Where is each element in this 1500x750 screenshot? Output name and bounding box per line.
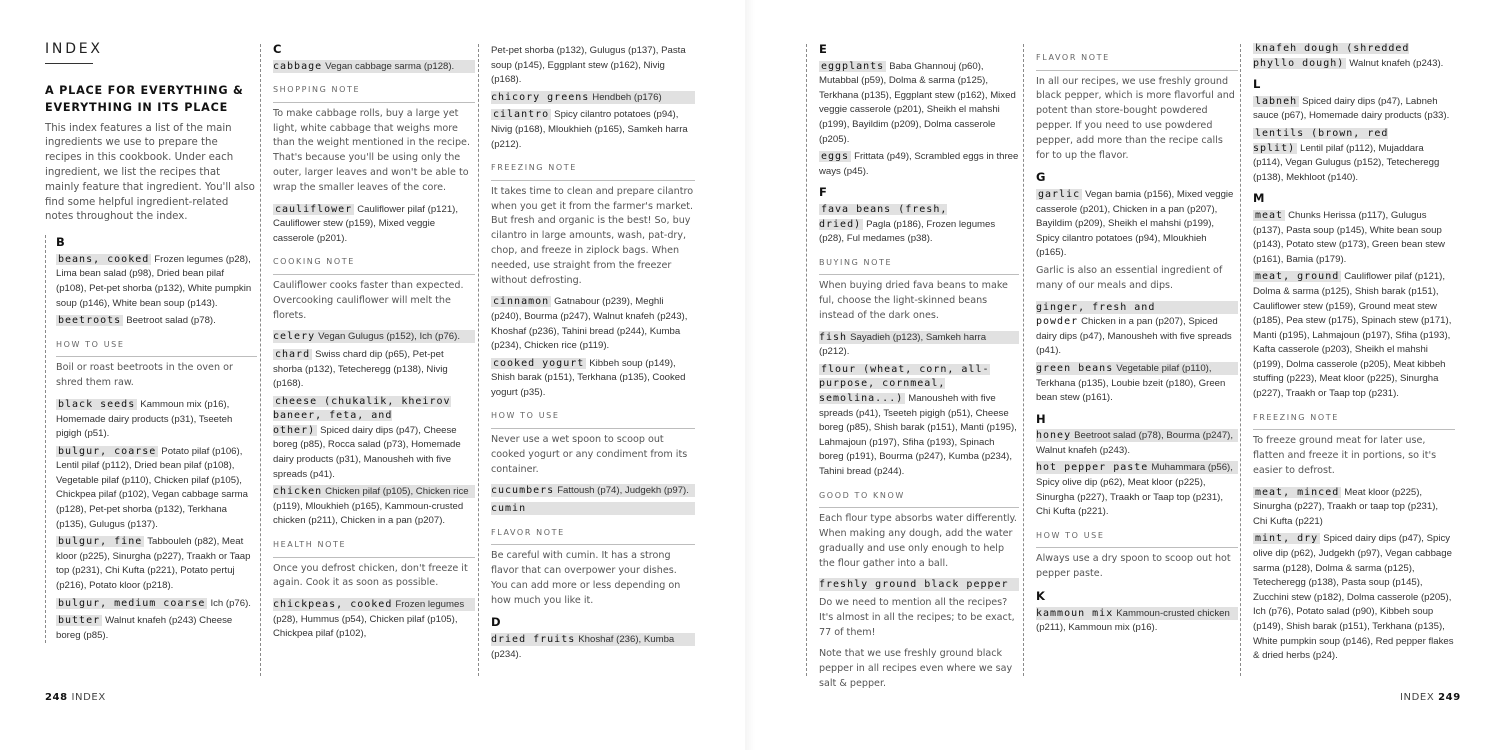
entry-ingredient: beetroots (58, 315, 122, 327)
index-letter-heading: E (819, 42, 827, 56)
index-entry (1253, 95, 1455, 124)
note-text: Cauliflower cooks faster than expected. Overcooking cauliflower will melt the florets. (273, 279, 464, 321)
index-letter-heading: D (491, 615, 501, 630)
note-label: COOKING NOTE (273, 255, 475, 275)
index-entry (1036, 461, 1238, 519)
left-page-intro-column (45, 42, 257, 646)
index-letter-heading: G (1036, 170, 1046, 185)
entry-ingredient: chard (275, 348, 311, 360)
entry-ingredient: fava beans (fresh, dried) (819, 203, 948, 230)
entry-recipe-refs: Kammoun-crusted chicken (p211), Kammoun mix (p16). (1036, 607, 1230, 634)
index-letter-heading: L (1253, 77, 1261, 92)
entry-recipe-refs: Chunks Herissa (p117), Gulugus (p137), Pasta soup (p145), White bean soup (p143), Potato stew (p173), Green bean stew (p161), Bamia (p179). (1253, 209, 1445, 265)
entry-ingredient: lentils (brown, red split) (1253, 127, 1389, 154)
index-column-f-g (1036, 42, 1238, 639)
entry-recipe-refs: Khoshaf (236), Kumba (p234). (491, 634, 675, 660)
left-folio-label: INDEX (71, 692, 106, 703)
entry-ingredient: cumin (491, 503, 527, 515)
entry-recipe-refs: Vegetable pilaf (p110), Terkhana (p135), Loubie bzeit (p180), Green bean stew (p161). (1036, 362, 1226, 404)
entry-recipe-refs: Meat kloor (p225), Sinurgha (p227), Traakh or taap top (p231), Chi Kufta (p221) (1253, 486, 1439, 527)
column-divider (478, 44, 479, 676)
note-label: HOW TO USE (491, 409, 695, 429)
index-entry (1253, 486, 1455, 530)
entry-ingredient: bulgur, coarse (58, 445, 157, 457)
note-text: Garlic is also an essential ingredient of many of our meals and dips. (1036, 264, 1223, 291)
entry-ingredient: hot pepper paste (1036, 462, 1149, 474)
index-entry (1253, 270, 1455, 401)
entry-ingredient: honey (1036, 430, 1072, 442)
index-letter-heading: C (273, 42, 282, 56)
entry-recipe-refs: Chicken in a pan (p207), Spiced dairy dips (p47), Manousheh with five spreads (p41). (1036, 316, 1232, 357)
column-divider (806, 44, 807, 676)
index-column-b (45, 235, 257, 643)
index-letter-heading: F (819, 185, 827, 200)
entry-ingredient: butter (58, 615, 101, 627)
index-entry (819, 203, 1019, 247)
index-entry (491, 502, 695, 517)
index-entry (491, 484, 695, 499)
note-text: To freeze ground meat for later use, flatten and freeze it in portions, so it's easier to defrost. (1253, 435, 1437, 476)
left-page-number: 248 (45, 692, 68, 703)
entry-recipe-refs: Beetroot salad (p78), Bourma (p247), Walnut knafeh (p243). (1036, 430, 1234, 456)
note-label: BUYING NOTE (819, 256, 1019, 276)
entry-ingredient: eggs (821, 151, 850, 163)
entry-ingredient: cooked yogurt (493, 357, 585, 369)
entry-ingredient: fish (819, 331, 848, 343)
entry-recipe-refs: Walnut knafeh (p243) Cheese boreg (p85). (56, 615, 233, 641)
column-divider (1240, 44, 1241, 676)
entry-recipe-refs: Fattoush (p74), Judgekh (p97). (557, 485, 689, 497)
entry-ingredient: celery (273, 331, 316, 343)
index-letter-heading: H (1036, 411, 1046, 426)
entry-ingredient: beans, cooked (58, 253, 150, 265)
index-entry (273, 348, 475, 392)
note-label: HEALTH NOTE (273, 538, 475, 558)
note-label: FREEZING NOTE (1253, 411, 1455, 431)
entry-recipe-refs: Kibbeh soup (p149), Shish barak (p151), Terkhana (p135), Cooked yogurt (p35). (491, 357, 686, 398)
entry-ingredient: cauliflower (275, 203, 353, 215)
entry-ingredient: cucumbers (491, 485, 555, 497)
index-entry (1036, 362, 1238, 406)
entry-recipe-refs: Cauliflower pilaf (p121), Cauliflower stew (p159), Mixed veggie casserole (p201). (273, 203, 459, 244)
entry-ingredient: cheese (chukalik, kheirov baneer, feta, and other) (273, 395, 451, 436)
entry-recipe-refs: Sayadieh (p123), Samkeh harra (p212). (819, 331, 987, 358)
entry-ingredient: dried fruits (491, 634, 576, 646)
index-entry (491, 91, 695, 106)
note-text: Always use a dry spoon to scoop out hot pepper paste. (1036, 553, 1231, 580)
note-text: When buying dried fava beans to make ful, choose the light-skinned beans instead of the dark ones. (819, 280, 1008, 321)
index-entry (56, 398, 257, 442)
entry-ingredient: flour (wheat, corn, all-purpose, cornmeal, semolina...) (819, 363, 990, 405)
note-label: FLAVOR NOTE (491, 526, 695, 546)
entry-ingredient: freshly ground black pepper (819, 579, 1009, 591)
index-letter-heading: B (56, 235, 65, 250)
entry-ingredient: meat, ground (1255, 271, 1340, 283)
index-entry (273, 598, 475, 642)
entry-recipe-refs: Walnut knafeh (p243). (1349, 57, 1444, 69)
entry-ingredient: chickpeas, cooked (273, 599, 393, 611)
note-text: To make cabbage rolls, buy a large yet light, white cabbage that weighs more than the weight mentioned in the recipe. That's because you'll be using only the outer, larger leaves and won't be able to wrap the smaller leaves of the core. (273, 107, 470, 193)
note-label: GOOD TO KNOW (819, 489, 1019, 509)
entry-ingredient: kammoun mix (1036, 607, 1114, 619)
index-entry (819, 60, 1019, 148)
entry-recipe-refs: Muhammara (p56), Spicy olive dip (p62), Meat kloor (p225), Sinurgha (p227), Traakh or Taap top (p231), Chi Kufta (p221). (1036, 462, 1233, 518)
note-text: In all our recipes, we use freshly ground black pepper, which is more flavorful and potent than store-bought powdered pepper. If you need to use powdered pepper, add more than the recipe calls for to up the flavor. (1036, 75, 1235, 161)
index-entry (819, 578, 1019, 593)
entry-recipe-refs: Lentil pilaf (p112), Mujaddara (p114), Vegan Gulugus (p152), Tetecheregg (p138), Mekhloot (p140). (1253, 142, 1440, 183)
entry-ingredient: bulgur, medium coarse (58, 597, 206, 609)
entry-ingredient: chicory greens (491, 91, 590, 103)
book-gutter (745, 0, 755, 750)
index-entry (273, 203, 475, 247)
entry-recipe-refs: Manousheh with five spreads (p41), Tseeteh pigigh (p51), Cheese boreg (p85), Shish barak (p151), Manti (p195), Lahmajoun (p197), Sfiha (p193), Spinach boreg (p191), Bourma (p247), Kumba (p234), Tahini bread (p244). (819, 393, 1017, 478)
entry-recipe-refs: Kammoun mix (p16), Homemade dairy products (p31), Tseeteh pigigh (p51). (56, 398, 233, 440)
note-label: SHOPPING NOTE (273, 83, 475, 103)
entry-recipe-refs: Spicy cilantro potatoes (p94), Nivig (p168), Mloukhieh (p165), Samkeh harra (p212). (491, 109, 688, 150)
index-entry (273, 60, 475, 75)
entry-recipe-refs: Frittata (p49), Scrambled eggs in three ways (p45). (819, 151, 1019, 177)
entry-ingredient: cilantro (493, 109, 550, 121)
index-column-k-m (1253, 42, 1455, 667)
index-entry (273, 485, 475, 529)
index-entry (273, 330, 475, 345)
index-entry (819, 331, 1019, 360)
entry-ingredient: ginger, fresh and powder (1036, 301, 1156, 328)
entry-recipe-refs: Frozen legumes (p28), Hummus (p54), Chicken pilaf (p105), Chickpea pilaf (p102), (273, 599, 465, 640)
index-entry (56, 445, 257, 533)
index-entry (1036, 188, 1238, 261)
entry-recipe-refs: Pagla (p186), Frozen legumes (p28), Ful medames (p38). (819, 218, 996, 245)
note-label: FLAVOR NOTE (1036, 51, 1238, 71)
entry-ingredient: black seeds (58, 398, 136, 410)
entry-recipe-refs: Vegan bamia (p156), Mixed veggie casserole (p201), Chicken in a pan (p207), Bayildim (p209), Sheikh el mahshi (p199), Spicy cilantro potatoes (p94), Mloukhieh (p165). (1036, 188, 1234, 259)
entry-ingredient: cabbage (273, 60, 323, 72)
entry-ingredient: chicken (273, 486, 323, 498)
right-folio (1400, 692, 1461, 703)
entry-ingredient: cinnamon (493, 296, 550, 308)
entry-recipe-refs: Spiced dairy dips (p47), Labneh sauce (p67), Homemade dairy products (p33). (1253, 95, 1450, 122)
index-entry (819, 363, 1019, 480)
note-text: Once you defrost chicken, don't freeze it again. Cook it as soon as possible. (273, 562, 468, 589)
entry-recipe-refs: Swiss chard dip (p65), Pet-pet shorba (p132), Tetecheregg (p138), Nivig (p168). (273, 348, 448, 390)
index-entry (1036, 607, 1238, 636)
entry-recipe-refs: Tabbouleh (p82), Meat kloor (p225), Sinurgha (p227), Traakh or Taap top (p231), Chi Kufta (p221), Potato pertuj (p216), Potato kloor (p218). (56, 536, 251, 592)
note-label: HOW TO USE (1036, 529, 1238, 549)
index-letter-heading: M (1253, 191, 1265, 206)
note-text: Note that we use freshly ground black pepper in all recipes even where we say salt & pepper. (819, 648, 1013, 689)
left-folio (45, 692, 106, 703)
entry-recipe-refs: Hendbeh (p176) (592, 91, 662, 103)
entry-recipe-refs: Chicken pilaf (p105), Chicken rice (p119), Mloukhieh (p165), Kammoun-crusted chicken (p211), Chicken in a pan (p207). (273, 486, 469, 527)
entry-continuation: Pet-pet shorba (p132), Gulugus (p137), Pasta soup (p145), Eggplant stew (p162), Nivig (p168). (491, 45, 686, 86)
note-label: FREEZING NOTE (491, 161, 695, 181)
index-entry (491, 633, 695, 662)
entry-recipe-refs: Vegan Gulugus (p152), Ich (p76). (318, 331, 460, 343)
index-column-c-cont (491, 44, 695, 665)
index-entry (56, 597, 257, 612)
entry-ingredient: meat (1255, 209, 1284, 221)
index-letter-heading: K (1036, 589, 1045, 604)
entry-ingredient: bulgur, fine (58, 536, 143, 548)
note-text: Boil or roast beetroots in the oven or shred them raw. (56, 362, 233, 389)
index-column-c (273, 42, 475, 645)
entry-recipe-refs: Spiced dairy dips (p47), Cheese boreg (p85), Rocca salad (p73), Homemade dairy products (p31), Manousheh with five spreads (p41). (273, 424, 461, 480)
entry-recipe-refs: Cauliflower pilaf (p121), Dolma & sarma (p125), Shish barak (p151), Cauliflower stew (p159), Ground meat stew (p185), Pea stew (p175), Spinach stew (p171), Manti (p195), Lahmajoun (p197), Sfiha (p193), Kafta casserole (p203), Sheikh el mahshi (p199), Dolma casserole (p205), Meat kibbeh stuffing (p223), Meat kloor (p225), Sinurgha (p227), Traakh or Taap top (p231). (1253, 271, 1452, 400)
entry-ingredient: knafeh dough (shredded phyllo dough) (1253, 43, 1410, 69)
index-entry (56, 535, 257, 593)
entry-recipe-refs: Gatnabour (p239), Meghli (p240), Bourma (p247), Walnut knafeh (p243), Khoshaf (p236), Tahini bread (p244), Kumba (p234), Chicken rice (p119). (491, 296, 688, 352)
column-divider (260, 44, 261, 676)
index-entry (1253, 532, 1455, 663)
index-column-e (819, 42, 1019, 699)
index-entry (491, 357, 695, 401)
note-text: Do we need to mention all the recipes? It's almost in all the recipes; to be exact, 77 of them! (819, 597, 1015, 638)
right-folio-label: INDEX (1400, 692, 1435, 703)
index-entry (819, 150, 1019, 179)
note-text: Each flour type absorbs water differently. When making any dough, add the water gradually and use only enough to help the flour gather into a ball. (819, 513, 1017, 569)
index-entry (1036, 429, 1238, 458)
entry-recipe-refs: Beetroot salad (p78). (126, 315, 216, 327)
entry-ingredient: labneh (1255, 95, 1298, 107)
entry-recipe-refs: Baba Ghannouj (p60), Mutabbal (p59), Dolma & sarma (p125), Terkhana (p135), Eggplant stew (p162), Mixed veggie casserole (p201), Sheikh el mahshi (p199), Bayildim (p209), Dolma casserole (p205). (819, 60, 1016, 145)
right-page-number: 249 (1438, 692, 1461, 703)
index-entry (1253, 42, 1455, 71)
entry-ingredient: green beans (1036, 362, 1114, 374)
entry-recipe-refs: Ich (p76). (210, 597, 251, 609)
index-intro: This index features a list of the main ingredients we use to prepare the recipes in this cookbook. Under each ingredient, we list the recipes that mainly feature that ingredient. You'll also find some helpful ingredient-related notes throughout the index. (45, 122, 255, 223)
note-text: It takes time to clean and prepare cilantro when you get it from the farmer's market. But fresh and organic is the best! So, buy cilantro in large amounts, wash, pat-dry, chop, and freeze in ziplock bags. When needed, use straight from the freezer without defrosting. (491, 185, 694, 286)
entry-ingredient: meat, minced (1255, 486, 1340, 498)
entry-recipe-refs: Spiced dairy dips (p47), Spicy olive dip (p62), Judgekh (p97), Vegan cabbage sarma (p128), Dolma & sarma (p125), Tetecheregg (p138), Pasta soup (p145), Zucchini stew (p182), Dolma casserole (p205), Ich (p76), Potato salad (p90), Kibbeh soup (p149), Shish barak (p151), Terkhana (p135), White pumpkin soup (p146), Red pepper flakes & dried herbs (p24). (1253, 533, 1454, 662)
index-entry (56, 314, 257, 329)
index-entry (56, 253, 257, 311)
entry-ingredient: eggplants (821, 60, 885, 72)
note-text: Never use a wet spoon to scoop out cooked yogurt or any condiment from its container. (491, 434, 688, 475)
index-entry (56, 614, 257, 643)
index-entry (1036, 301, 1238, 359)
entry-ingredient: garlic (1038, 188, 1081, 200)
entry-recipe-refs: Potato pilaf (p106), Lentil pilaf (p112), Dried bean pilaf (p108), Vegetable pilaf (p110), Chicken pilaf (p105), Chickpea pilaf (p102), Vegan cabbage sarma (p128), Pet-pet shorba (p132), Terkhana (p135), Gulugus (p137). (56, 445, 248, 530)
index-tagline: A PLACE FOR EVERYTHING & EVERYTHING IN ITS PLACE (45, 83, 244, 114)
note-text: Be careful with cumin. It has a strong flavor that can overpower your dishes. You can add more or less depending on how much you like it. (491, 550, 681, 606)
index-entry (1253, 209, 1455, 267)
note-label: HOW TO USE (56, 338, 257, 358)
index-entry (491, 108, 695, 152)
column-divider (1023, 44, 1024, 676)
entry-recipe-refs: Vegan cabbage sarma (p128). (325, 60, 455, 72)
index-entry (273, 395, 475, 483)
index-entry (1253, 127, 1455, 185)
page-title: INDEX (45, 42, 93, 64)
index-entry (491, 295, 695, 353)
entry-recipe-refs: Frozen legumes (p28), Lima bean salad (p98), Dried bean pilaf (p108), Pet-pet shorba (p132), White pumpkin soup (p146), White bean soup (p143). (56, 253, 252, 309)
entry-ingredient: mint, dry (1255, 533, 1319, 545)
